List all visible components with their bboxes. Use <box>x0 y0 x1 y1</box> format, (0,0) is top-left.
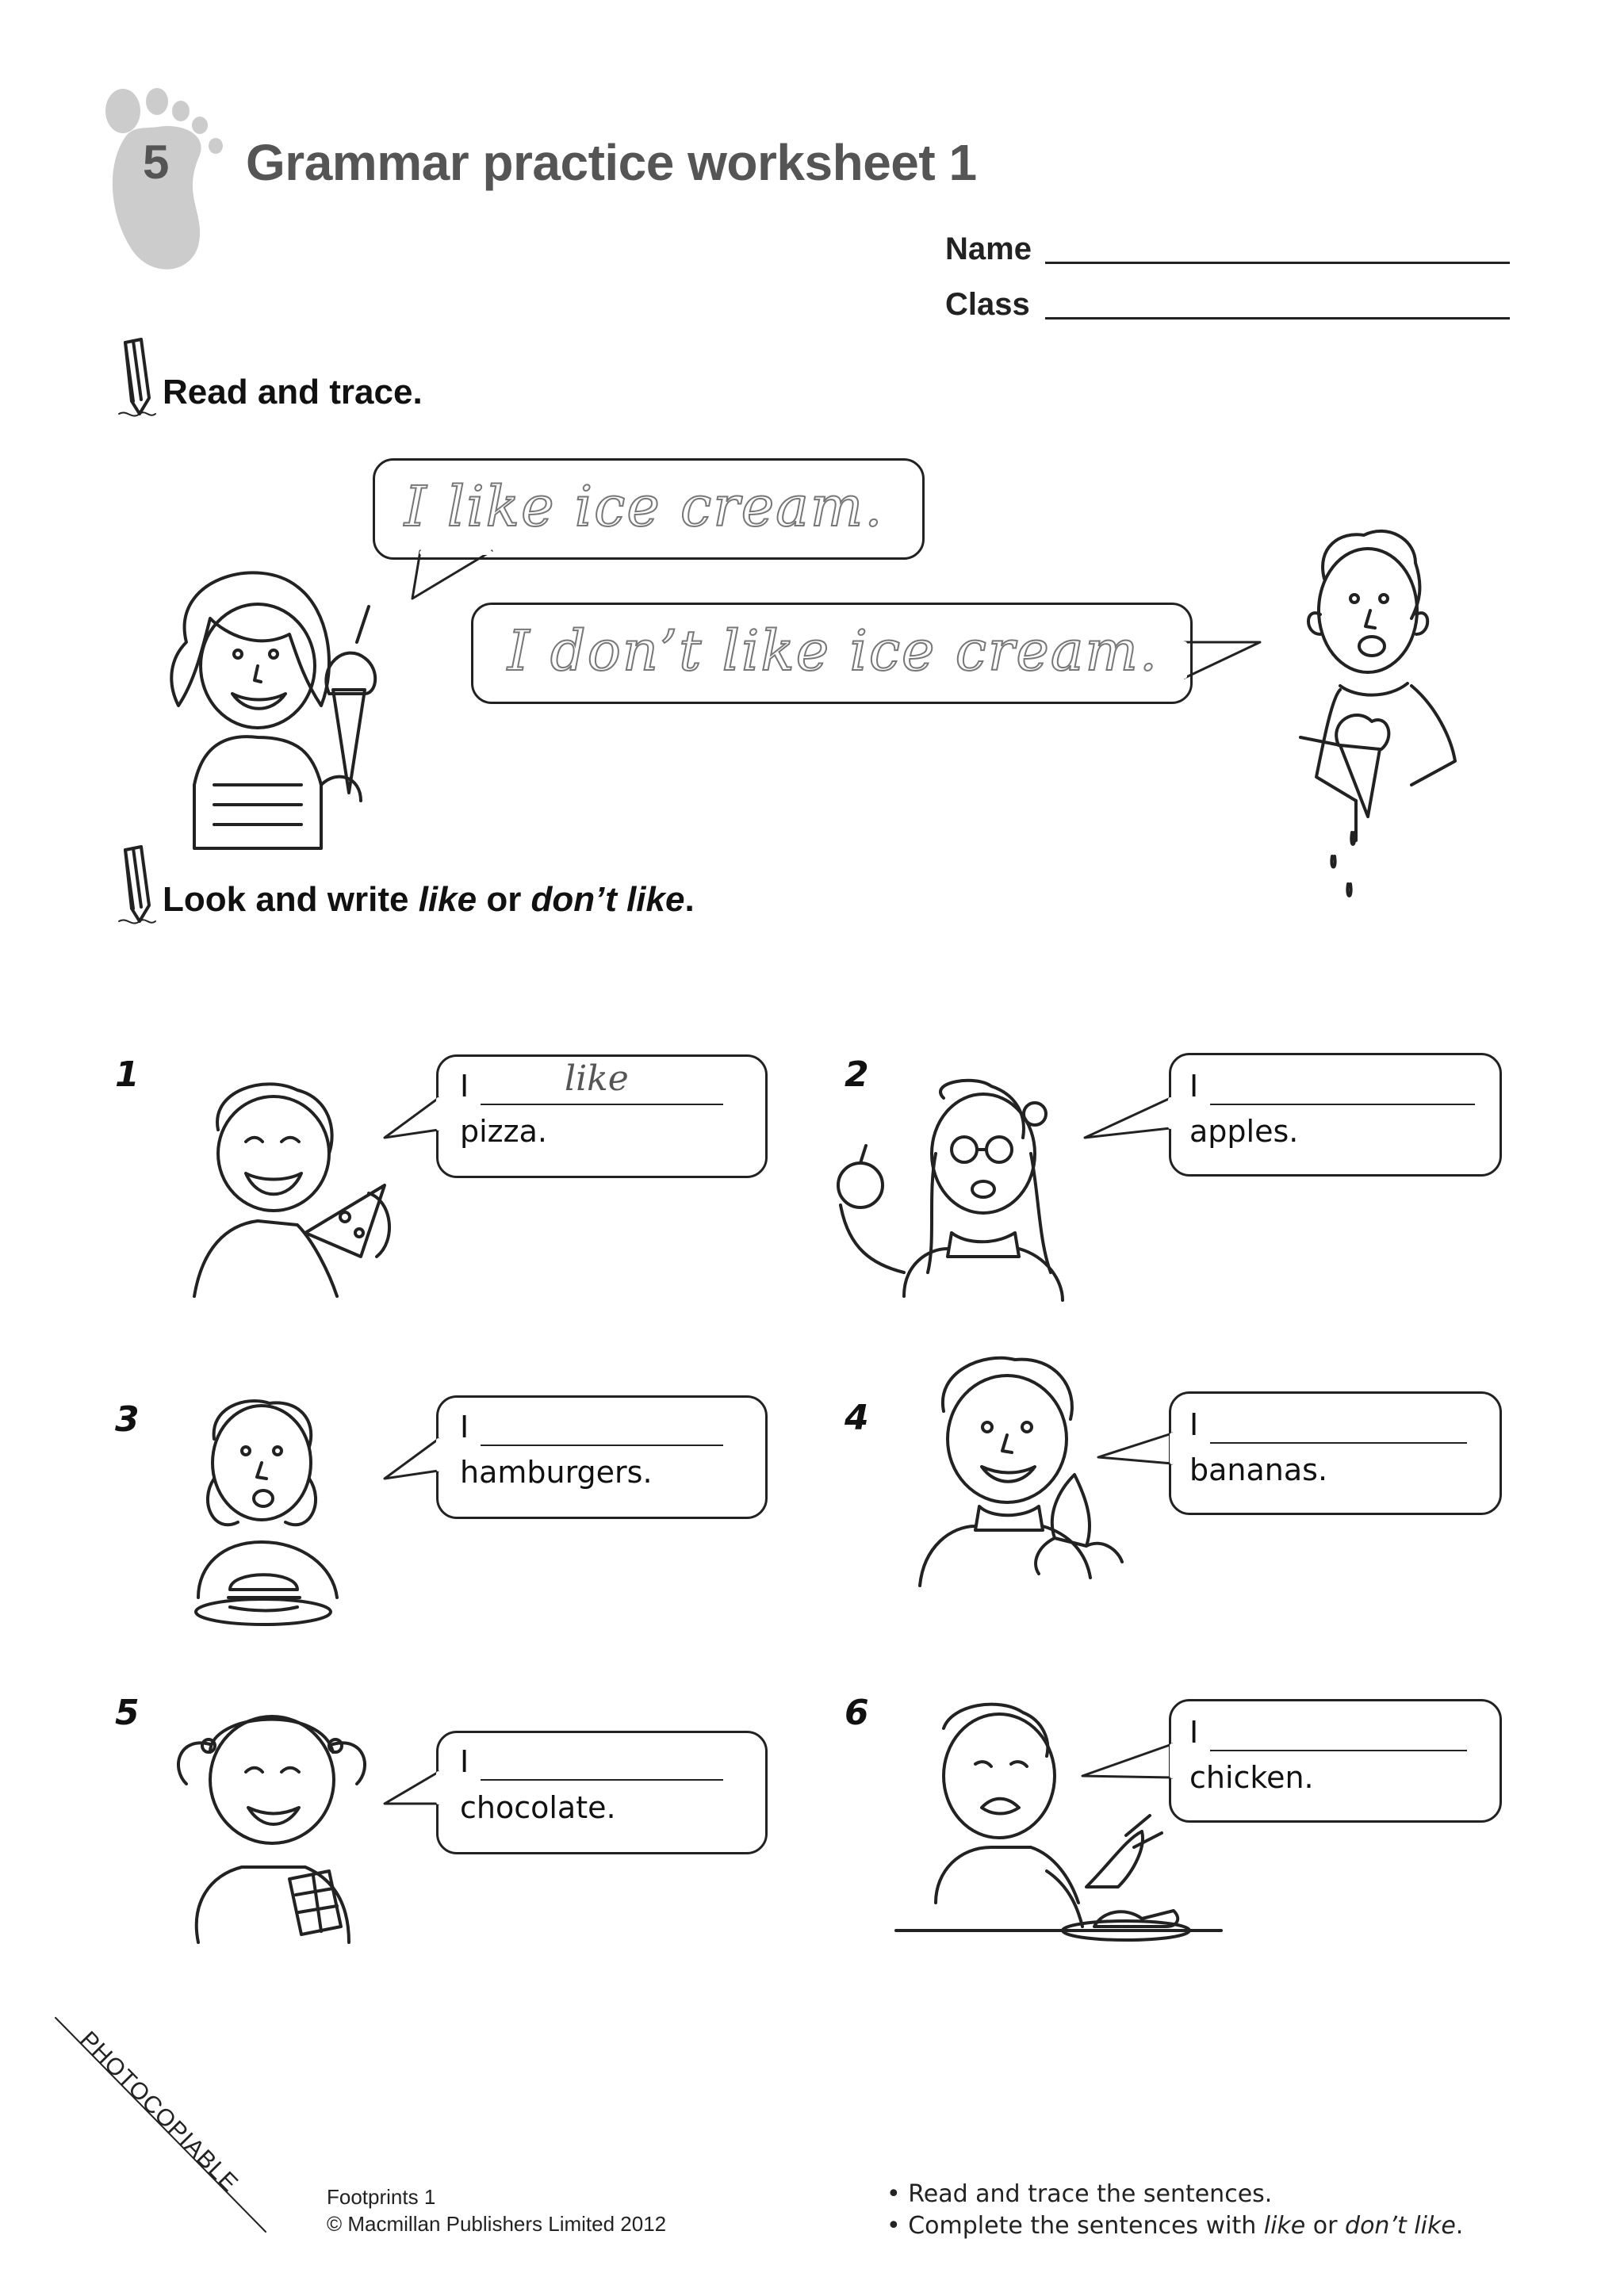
class-label: Class <box>945 287 1030 322</box>
food-1: pizza. <box>460 1114 547 1149</box>
item-number: 1 <box>115 1054 140 1095</box>
item-number: 2 <box>845 1054 869 1095</box>
note-1: • Read and trace the sentences. <box>887 2180 1273 2208</box>
item-number: 6 <box>845 1693 869 1733</box>
pencil-icon <box>111 335 159 422</box>
trace-text-dont-like[interactable]: I don’t like ice cream. <box>508 618 1159 683</box>
item-number: 5 <box>115 1693 140 1733</box>
pencil-icon <box>111 842 159 929</box>
answer-blank-4[interactable] <box>1210 1442 1467 1444</box>
answer-blank-2[interactable] <box>1210 1104 1475 1105</box>
bubble-tail-5 <box>385 1772 440 1820</box>
item-number: 4 <box>845 1398 869 1438</box>
note-2-prefix: Complete the sentences with <box>908 2212 1264 2240</box>
bubble-tail-1 <box>385 1098 440 1146</box>
note-2: • Complete the sentences with like or don’t like. <box>887 2212 1464 2240</box>
name-label: Name <box>945 232 1032 266</box>
note-2-or: or <box>1305 2212 1346 2240</box>
name-field[interactable] <box>1045 262 1510 264</box>
instruction-look-write <box>163 880 695 920</box>
note-1-text: Read and trace the sentences. <box>908 2180 1273 2208</box>
item-number: 3 <box>115 1399 140 1440</box>
answer-blank-3[interactable] <box>481 1445 723 1446</box>
note-2-like: like <box>1263 2212 1306 2240</box>
instruction-prefix: Look and write <box>163 880 419 919</box>
answer-blank-1[interactable] <box>481 1104 723 1105</box>
answer-blank-6[interactable] <box>1210 1750 1467 1751</box>
footer-copyright: © Macmillan Publishers Limited 2012 <box>327 2212 667 2236</box>
instruction-or: or <box>477 880 531 919</box>
girl-pizza-illustration <box>178 1066 416 1304</box>
bubble-tail-6 <box>1082 1744 1174 1792</box>
girl-ice-cream-illustration <box>139 547 393 848</box>
instruction-end: . <box>684 880 695 919</box>
answer-sample-1: like <box>565 1058 629 1099</box>
boy-hamburger-illustration <box>167 1383 373 1629</box>
instruction-like: like <box>418 880 477 919</box>
food-4: bananas. <box>1189 1452 1328 1487</box>
note-2-dont-like: don’t like <box>1345 2212 1456 2240</box>
bubble-tail-like <box>412 551 508 607</box>
answer-blank-5[interactable] <box>481 1779 723 1781</box>
note-2-end: . <box>1455 2212 1464 2240</box>
teacher-notes <box>887 2179 1463 2242</box>
food-5: chocolate. <box>460 1790 616 1825</box>
subject-2: I <box>1189 1069 1199 1104</box>
instruction-dont-like: don’t like <box>530 880 685 919</box>
bubble-tail-2 <box>1085 1098 1172 1146</box>
girl-chocolate-illustration <box>163 1689 385 1950</box>
unit-number: 5 <box>143 136 170 189</box>
subject-5: I <box>460 1744 469 1779</box>
girl-apple-illustration <box>825 1066 1086 1304</box>
class-field[interactable] <box>1045 317 1510 320</box>
bubble-tail-dont-like <box>1185 634 1264 682</box>
subject-6: I <box>1189 1715 1199 1750</box>
food-6: chicken. <box>1189 1760 1314 1795</box>
food-3: hamburgers. <box>460 1455 653 1490</box>
bubble-tail-3 <box>385 1439 440 1487</box>
bubble-tail-4 <box>1098 1433 1174 1481</box>
footer-book: Footprints 1 <box>327 2185 436 2209</box>
subject-3: I <box>460 1410 469 1445</box>
boy-ice-cream-illustration <box>1277 515 1483 912</box>
subject-1: I <box>460 1069 469 1104</box>
subject-4: I <box>1189 1407 1199 1442</box>
trace-text-like[interactable]: I like ice cream. <box>404 474 884 539</box>
page-title: Grammar practice worksheet 1 <box>246 134 977 191</box>
photocopiable-label: PHOTOCOPIABLE <box>75 2026 243 2198</box>
instruction-read-trace: Read and trace. <box>163 373 423 411</box>
food-2: apples. <box>1189 1114 1299 1149</box>
